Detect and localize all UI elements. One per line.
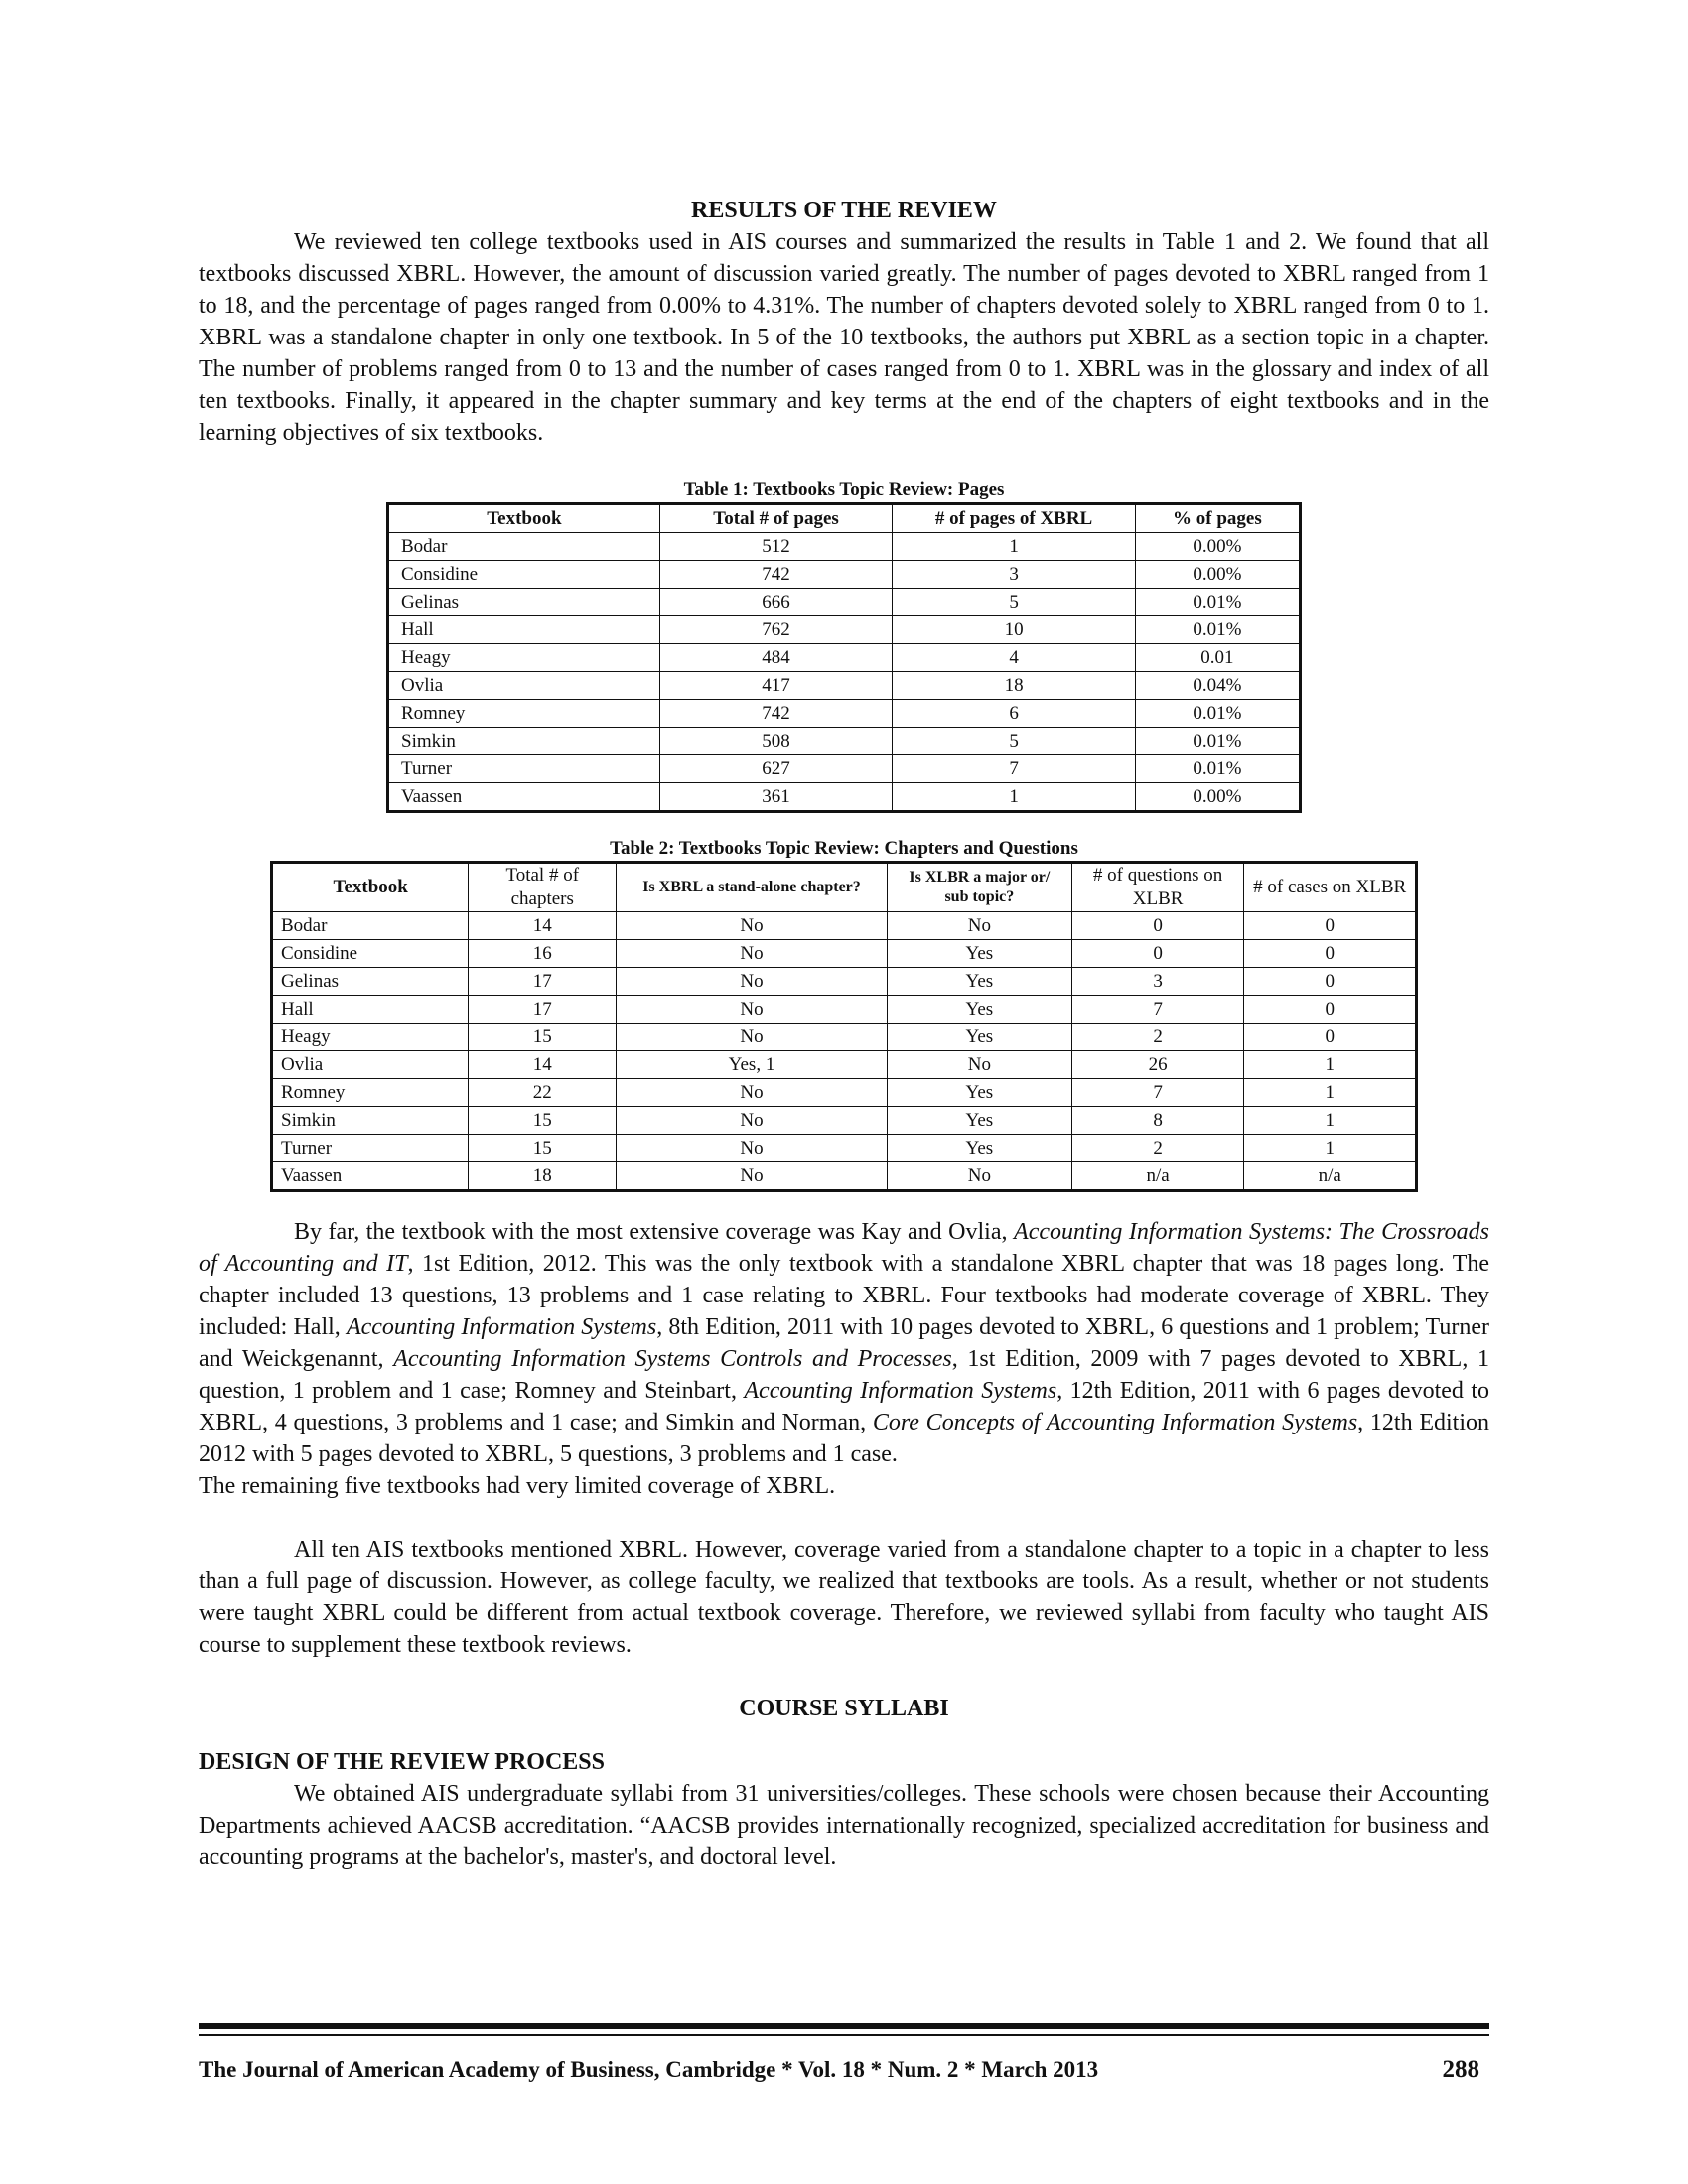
table1-row bbox=[388, 533, 1301, 561]
table1-cell: 0.00% bbox=[1135, 533, 1300, 561]
table1-header-row bbox=[388, 504, 1301, 533]
page-body bbox=[199, 195, 1489, 1873]
table2-cell: 0 bbox=[1244, 940, 1417, 968]
table1-row bbox=[388, 561, 1301, 589]
table2-cell: 15 bbox=[469, 1135, 617, 1162]
table2-cell: 14 bbox=[469, 912, 617, 940]
table2-row bbox=[272, 912, 1417, 940]
table1-cell: 1 bbox=[893, 783, 1135, 812]
table2-cell: Hall bbox=[272, 996, 469, 1024]
table1-cell: 742 bbox=[659, 700, 893, 728]
book-title: Accounting Information Systems Controls and Processes bbox=[393, 1346, 952, 1372]
footer-rule-thick bbox=[199, 2023, 1489, 2029]
table2-cell: Romney bbox=[272, 1079, 469, 1107]
table2-cell: 1 bbox=[1244, 1107, 1417, 1135]
table2-row bbox=[272, 1079, 1417, 1107]
table1-cell: 1 bbox=[893, 533, 1135, 561]
table1-cell: 10 bbox=[893, 616, 1135, 644]
table2-cell: 0 bbox=[1244, 968, 1417, 996]
table2-cell: Heagy bbox=[272, 1024, 469, 1051]
table2-cell: No bbox=[617, 940, 888, 968]
table2-cell: Ovlia bbox=[272, 1051, 469, 1079]
table2-cell: 1 bbox=[1244, 1135, 1417, 1162]
table2-cell: Turner bbox=[272, 1135, 469, 1162]
table2-cell: 7 bbox=[1071, 996, 1244, 1024]
table2-cell: 16 bbox=[469, 940, 617, 968]
table2-cell: Yes bbox=[887, 1107, 1071, 1135]
table1-cell: 0.01 bbox=[1135, 644, 1300, 672]
syllabi-paragraph: We obtained AIS undergraduate syllabi from 31 universities/colleges. These schools were chosen because their Accounting Departments achieved AACSB accreditation. “AACSB provides internationally recognized, specialized accreditation for business and accounting programs at the bachelor's, master's, and doctoral level. bbox=[199, 1781, 1489, 1870]
table2-cell: 8 bbox=[1071, 1107, 1244, 1135]
table1-row bbox=[388, 755, 1301, 783]
coverage-text: , 1st Edition, 2012. This was the only textbook with a standalone XBRL chapter that was 18 pages long. The chapter included 13 questions, 13 problems and 1 case relating to XBRL. Four textbooks had moderate coverage of XBRL. They included: Hall, bbox=[199, 1251, 1490, 1340]
table2-row bbox=[272, 1051, 1417, 1079]
table1-cell: 6 bbox=[893, 700, 1135, 728]
table2-cell: 17 bbox=[469, 968, 617, 996]
coverage-last-line: The remaining five textbooks had very limited coverage of XBRL. bbox=[199, 1473, 836, 1499]
table2-row bbox=[272, 1162, 1417, 1191]
table1-col-header: Total # of pages bbox=[659, 504, 893, 533]
table1-cell: 3 bbox=[893, 561, 1135, 589]
table2-cell: No bbox=[617, 1107, 888, 1135]
table1-cell: 666 bbox=[659, 589, 893, 616]
table1-cell: Ovlia bbox=[388, 672, 660, 700]
table1-cell: 0.01% bbox=[1135, 728, 1300, 755]
coverage-paragraph-2: All ten AIS textbooks mentioned XBRL. However, coverage varied from a standalone chapter to a topic in a chapter to less than a full page of discussion. However, as college faculty, we realized that textbooks are tools. As a result, whether or not students were taught XBRL could be different from actual textbook coverage. Therefore, we reviewed syllabi from faculty who taught AIS course to supplement these textbook reviews. bbox=[199, 1537, 1489, 1658]
table2-cell: Yes bbox=[887, 968, 1071, 996]
table2-row bbox=[272, 996, 1417, 1024]
book-title: Accounting Information Systems: The Crossroads of Accounting and IT bbox=[199, 1219, 1490, 1277]
table2-row bbox=[272, 968, 1417, 996]
coverage-paragraph bbox=[199, 1216, 1489, 1470]
table1-cell: 5 bbox=[893, 589, 1135, 616]
table2-cell: 0 bbox=[1244, 1024, 1417, 1051]
table2-cell: 1 bbox=[1244, 1079, 1417, 1107]
table1-cell: Bodar bbox=[388, 533, 660, 561]
table1-cell: 762 bbox=[659, 616, 893, 644]
table1-cell: 7 bbox=[893, 755, 1135, 783]
table1-cell: 742 bbox=[659, 561, 893, 589]
table1-col-header: Textbook bbox=[388, 504, 660, 533]
page-footer bbox=[199, 2053, 1489, 2087]
table2-col-header: # of questions on XLBR bbox=[1071, 863, 1244, 912]
table2-row bbox=[272, 1107, 1417, 1135]
table1-cell: 361 bbox=[659, 783, 893, 812]
table2-col-header: Total # of chapters bbox=[469, 863, 617, 912]
table2-cell: No bbox=[617, 1024, 888, 1051]
table1-cell: Vaassen bbox=[388, 783, 660, 812]
coverage-text: By far, the textbook with the most extensive coverage was Kay and Ovlia, bbox=[294, 1219, 1015, 1245]
table2-cell: No bbox=[617, 1162, 888, 1191]
table2-cell: 15 bbox=[469, 1024, 617, 1051]
table1-cell: 484 bbox=[659, 644, 893, 672]
table2-cell: 22 bbox=[469, 1079, 617, 1107]
table1-cell: Heagy bbox=[388, 644, 660, 672]
table2-cell: Yes bbox=[887, 1024, 1071, 1051]
table2-cell: 2 bbox=[1071, 1024, 1244, 1051]
table2-cell: 26 bbox=[1071, 1051, 1244, 1079]
table2-cell: Considine bbox=[272, 940, 469, 968]
table1-cell: Gelinas bbox=[388, 589, 660, 616]
footer-rule-thin bbox=[199, 2034, 1489, 2036]
table1-cell: 0.01% bbox=[1135, 755, 1300, 783]
table2-cell: Simkin bbox=[272, 1107, 469, 1135]
table2-cell: Yes bbox=[887, 1079, 1071, 1107]
table2 bbox=[270, 861, 1418, 1192]
table1-caption: Table 1: Textbooks Topic Review: Pages bbox=[683, 479, 1005, 500]
results-paragraph: We reviewed ten college textbooks used in AIS courses and summarized the results in Table 1 and 2. We found that all textbooks discussed XBRL. However, the amount of discussion varied greatly. The number of pages devoted to XBRL ranged from 1 to 18, and the percentage of pages ranged from 0.00% to 4.31%. The number of chapters devoted solely to XBRL ranged from 0 to 1. XBRL was a standalone chapter in only one textbook. In 5 of the 10 textbooks, the authors put XBRL as a section topic in a chapter. The number of problems ranged from 0 to 13 and the number of cases ranged from 0 to 1. XBRL was in the glossary and index of all ten textbooks. Finally, it appeared in the chapter summary and key terms at the end of the chapters of eight textbooks and in the learning objectives of six textbooks. bbox=[199, 229, 1489, 446]
table2-cell: n/a bbox=[1071, 1162, 1244, 1191]
table1-cell: 0.01% bbox=[1135, 616, 1300, 644]
table2-cell: Yes bbox=[887, 1135, 1071, 1162]
table1 bbox=[386, 502, 1302, 813]
table2-cell: 14 bbox=[469, 1051, 617, 1079]
table2-row bbox=[272, 1024, 1417, 1051]
table2-cell: No bbox=[617, 996, 888, 1024]
table1-cell: 0.00% bbox=[1135, 783, 1300, 812]
table1-row bbox=[388, 700, 1301, 728]
table2-cell: Yes bbox=[887, 996, 1071, 1024]
table1-cell: 0.00% bbox=[1135, 561, 1300, 589]
page-number: 288 bbox=[1442, 2056, 1479, 2083]
coverage-text: , 12th Edition, 2011 with 6 pages devoted to XBRL, 4 questions, 3 problems and 1 case; and Simkin and Norman, bbox=[199, 1378, 1489, 1435]
table2-cell: 2 bbox=[1071, 1135, 1244, 1162]
table1-cell: 417 bbox=[659, 672, 893, 700]
table1-cell: 0.04% bbox=[1135, 672, 1300, 700]
table1-row bbox=[388, 728, 1301, 755]
syllabi-subheading: DESIGN OF THE REVIEW PROCESS bbox=[199, 1749, 605, 1775]
table1-cell: 5 bbox=[893, 728, 1135, 755]
table2-row bbox=[272, 1135, 1417, 1162]
table2-cell: 3 bbox=[1071, 968, 1244, 996]
coverage-text: , 12th Edition 2012 with 5 pages devoted to XBRL, 5 questions, 3 problems and 1 case. bbox=[199, 1410, 1489, 1467]
table2-cell: No bbox=[887, 1162, 1071, 1191]
coverage-text: , 8th Edition, 2011 with 10 pages devoted to XBRL, 6 questions and 1 problem; Turner and Weickgenannt, bbox=[199, 1314, 1490, 1372]
table1-cell: Considine bbox=[388, 561, 660, 589]
table1-col-header: # of pages of XBRL bbox=[893, 504, 1135, 533]
table1-row bbox=[388, 672, 1301, 700]
table2-caption: Table 2: Textbooks Topic Review: Chapters and Questions bbox=[610, 838, 1078, 859]
table2-cell: No bbox=[617, 968, 888, 996]
table2-cell: n/a bbox=[1244, 1162, 1417, 1191]
book-title: Accounting Information Systems bbox=[346, 1314, 657, 1340]
table2-row bbox=[272, 940, 1417, 968]
table1-body bbox=[388, 533, 1301, 812]
table2-cell: Gelinas bbox=[272, 968, 469, 996]
table1-cell: 0.01% bbox=[1135, 700, 1300, 728]
table1-cell: 4 bbox=[893, 644, 1135, 672]
table1-col-header: % of pages bbox=[1135, 504, 1300, 533]
table2-cell: Yes, 1 bbox=[617, 1051, 888, 1079]
coverage-text: , 1st Edition, 2009 with 7 pages devoted to XBRL, 1 question, 1 problem and 1 case; Romney and Steinbart, bbox=[199, 1346, 1490, 1404]
results-heading: RESULTS OF THE REVIEW bbox=[691, 198, 997, 223]
table2-cell: 1 bbox=[1244, 1051, 1417, 1079]
footer-journal: The Journal of American Academy of Business, Cambridge * Vol. 18 * Num. 2 * March 2013 bbox=[199, 2057, 1099, 2082]
table1-row bbox=[388, 616, 1301, 644]
table2-cell: Yes bbox=[887, 940, 1071, 968]
table2-cell: 15 bbox=[469, 1107, 617, 1135]
table2-col-header: Is XLBR a major or/ sub topic? bbox=[887, 863, 1071, 912]
book-title: Core Concepts of Accounting Information Systems bbox=[872, 1410, 1358, 1435]
table2-cell: Vaassen bbox=[272, 1162, 469, 1191]
table1-cell: 512 bbox=[659, 533, 893, 561]
table1-cell: Romney bbox=[388, 700, 660, 728]
syllabi-heading: COURSE SYLLABI bbox=[739, 1696, 949, 1721]
book-title: Accounting Information Systems bbox=[744, 1378, 1057, 1404]
table2-cell: 0 bbox=[1244, 996, 1417, 1024]
table2-cell: No bbox=[887, 912, 1071, 940]
table2-cell: No bbox=[617, 1135, 888, 1162]
table2-col-header: # of cases on XLBR bbox=[1244, 863, 1417, 912]
table2-cell: No bbox=[617, 1079, 888, 1107]
table2-cell: 7 bbox=[1071, 1079, 1244, 1107]
table1-cell: 508 bbox=[659, 728, 893, 755]
table1-cell: 627 bbox=[659, 755, 893, 783]
table2-cell: 0 bbox=[1244, 912, 1417, 940]
table2-cell: No bbox=[887, 1051, 1071, 1079]
table2-col-header: Is XBRL a stand-alone chapter? bbox=[617, 863, 888, 912]
table2-cell: 0 bbox=[1071, 912, 1244, 940]
table2-cell: 18 bbox=[469, 1162, 617, 1191]
table1-cell: 18 bbox=[893, 672, 1135, 700]
table2-header-row bbox=[272, 863, 1417, 912]
table2-cell: No bbox=[617, 912, 888, 940]
table1-row bbox=[388, 783, 1301, 812]
table2-cell: 0 bbox=[1071, 940, 1244, 968]
table1-row bbox=[388, 644, 1301, 672]
table1-cell: 0.01% bbox=[1135, 589, 1300, 616]
table2-col-header: Textbook bbox=[272, 863, 469, 912]
table1-cell: Simkin bbox=[388, 728, 660, 755]
table1-row bbox=[388, 589, 1301, 616]
table2-body bbox=[272, 912, 1417, 1191]
table2-cell: 17 bbox=[469, 996, 617, 1024]
table1-cell: Turner bbox=[388, 755, 660, 783]
table1-cell: Hall bbox=[388, 616, 660, 644]
table2-cell: Bodar bbox=[272, 912, 469, 940]
